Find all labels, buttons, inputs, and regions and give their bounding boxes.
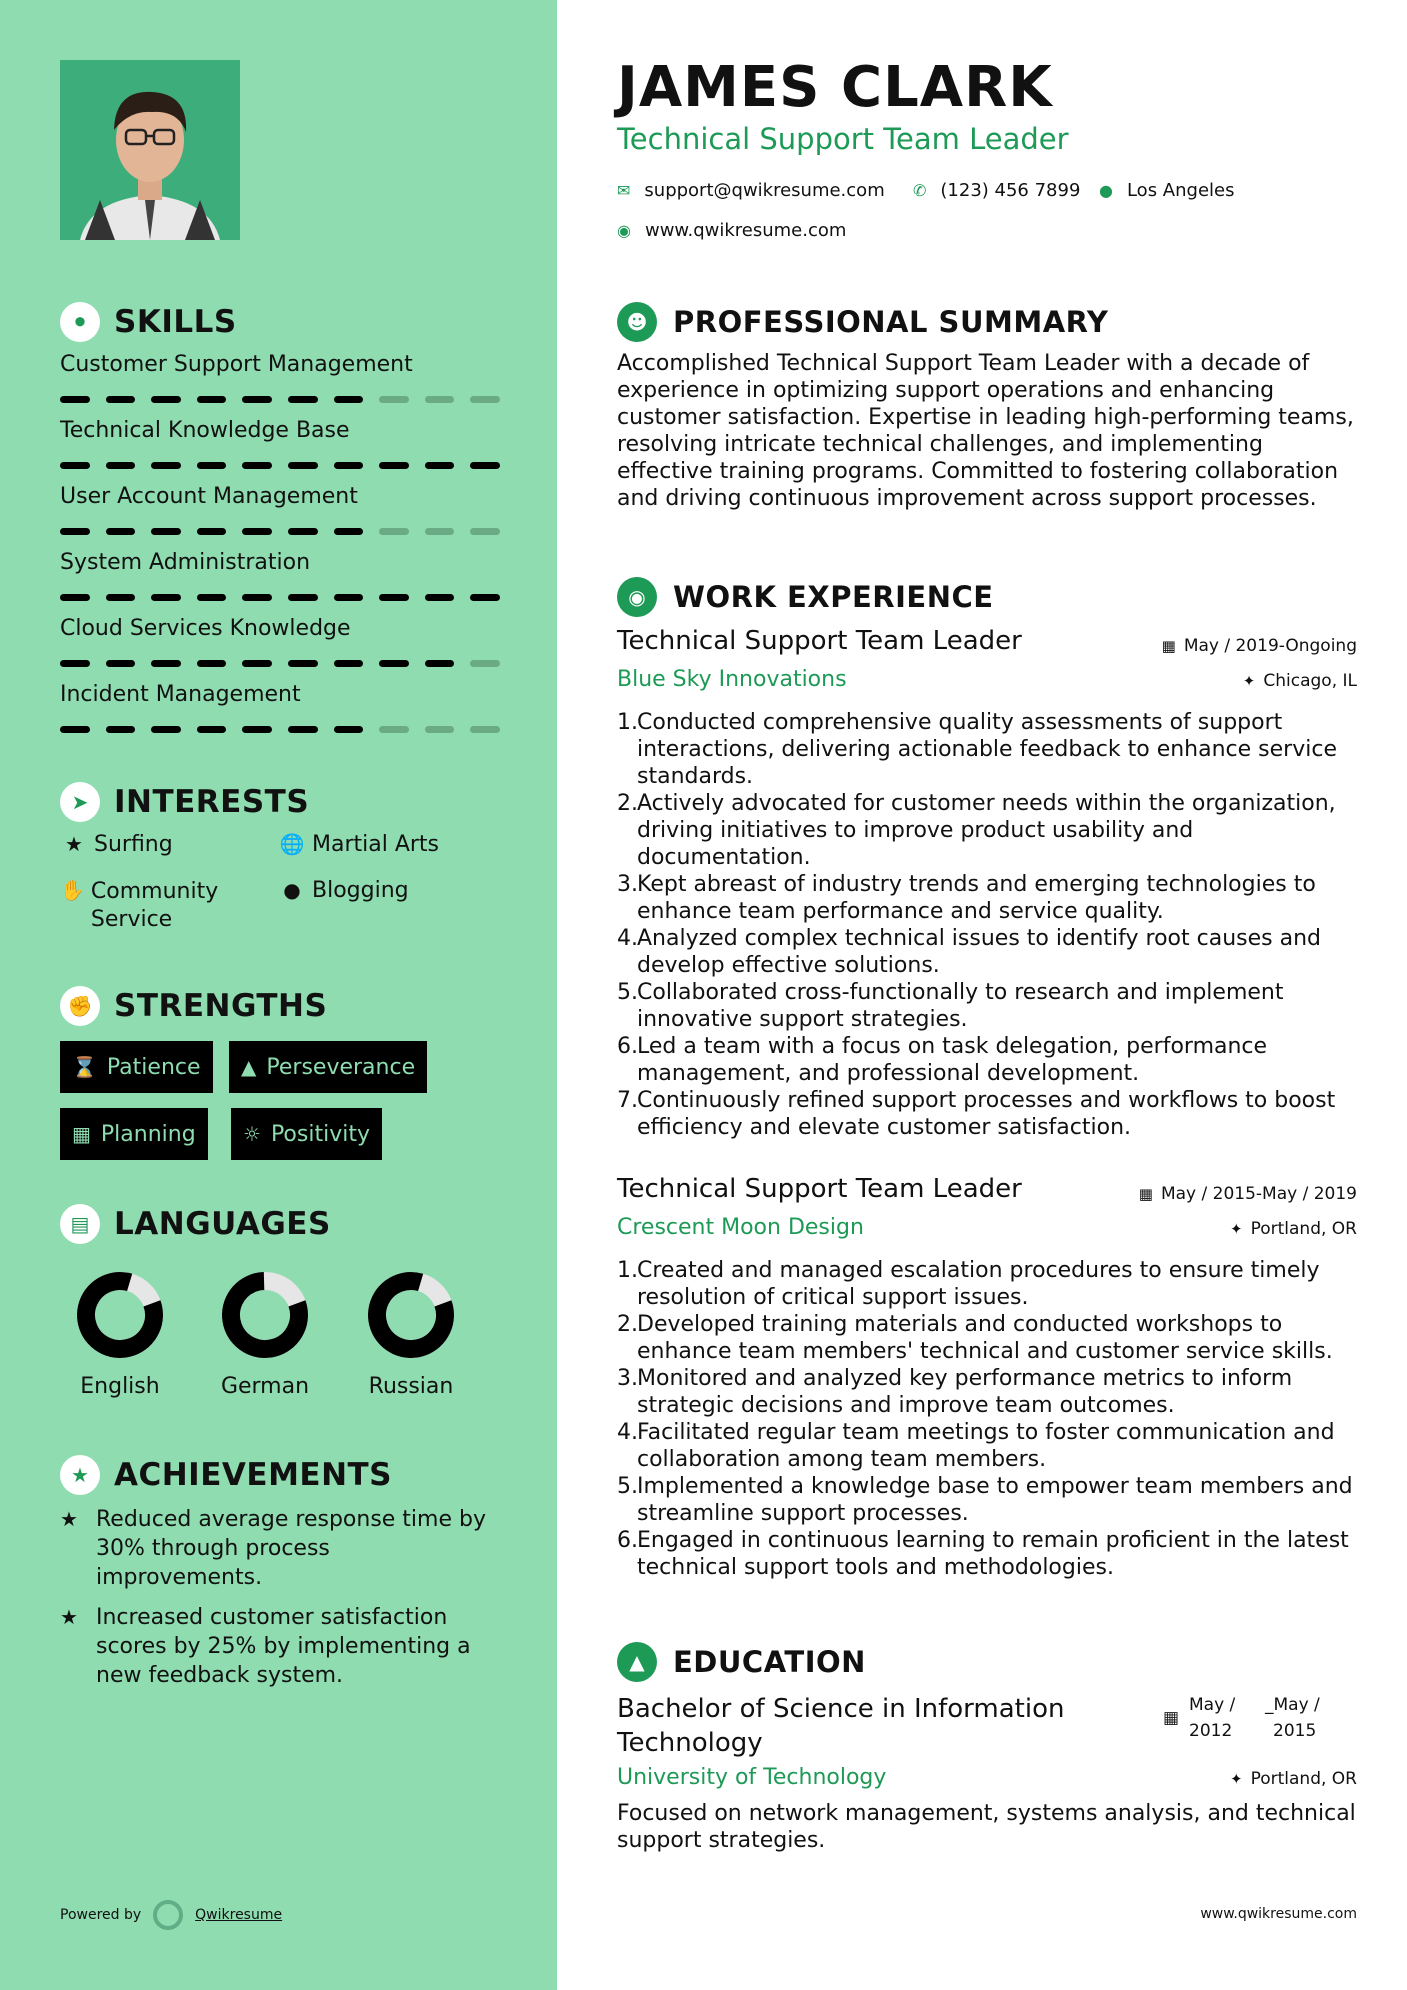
skill-level-segment bbox=[197, 396, 227, 403]
education-end bbox=[1265, 1692, 1320, 1744]
skill-level-segment bbox=[242, 660, 272, 667]
skill-level-bar bbox=[60, 396, 500, 404]
interest-item bbox=[60, 832, 173, 857]
language-item bbox=[205, 1270, 325, 1399]
skill-level-segment bbox=[242, 528, 272, 535]
contact-email[interactable] bbox=[617, 180, 885, 201]
skill-level-segment bbox=[470, 528, 500, 535]
pushpin-icon: ✦ bbox=[1230, 1770, 1243, 1788]
strength-tag bbox=[60, 1041, 213, 1093]
person-portrait-icon bbox=[60, 60, 240, 240]
duty-item: Monitored and analyzed key performance metrics to inform strategic decisions and improve team outcomes. bbox=[637, 1366, 1293, 1418]
skill-level-bar bbox=[60, 660, 500, 668]
sidebar bbox=[0, 0, 557, 1990]
candidate-name: JAMES CLARK bbox=[617, 55, 1053, 120]
paper-plane-icon: ➤ bbox=[60, 782, 100, 822]
edu-end-year: 2015 bbox=[1273, 1721, 1317, 1741]
phone-text: (123) 456 7899 bbox=[940, 180, 1081, 201]
briefcase-icon: ◉ bbox=[617, 577, 657, 617]
strengths-title: STRENGTHS bbox=[114, 988, 328, 1024]
skill-level-segment bbox=[334, 462, 364, 469]
experience-heading bbox=[617, 577, 994, 617]
skill-level-segment bbox=[151, 660, 181, 667]
handshake-icon: ✋ bbox=[60, 878, 85, 902]
job-dates-text: May / 2015-May / 2019 bbox=[1160, 1184, 1357, 1204]
strength-tag bbox=[60, 1108, 208, 1160]
skill-level-segment bbox=[60, 594, 90, 601]
user-icon: ☻ bbox=[617, 302, 657, 342]
skill-level-segment bbox=[425, 594, 455, 601]
skill-level-segment bbox=[379, 594, 409, 601]
skill-level-segment bbox=[151, 726, 181, 733]
pushpin-icon: ✦ bbox=[1230, 1220, 1243, 1238]
skill-level-segment bbox=[197, 594, 227, 601]
skill-level-segment bbox=[151, 528, 181, 535]
skill-level-segment bbox=[379, 528, 409, 535]
skill-level-segment bbox=[425, 660, 455, 667]
skill-level-segment bbox=[334, 396, 364, 403]
donut-fill bbox=[367, 1271, 454, 1358]
road-icon: ▲ bbox=[241, 1055, 257, 1079]
skill-level-segment bbox=[197, 726, 227, 733]
language-item bbox=[60, 1270, 180, 1399]
fist-icon: ✊ bbox=[60, 986, 100, 1026]
email-text: support@qwikresume.com bbox=[644, 180, 885, 201]
skill-level-segment bbox=[197, 660, 227, 667]
contact-website[interactable] bbox=[617, 220, 846, 241]
skill-level-segment bbox=[106, 726, 136, 733]
skill-level-segment bbox=[425, 726, 455, 733]
duty-item: Developed training materials and conducted workshops to enhance team members' technical and customer service skills. bbox=[637, 1312, 1333, 1364]
skill-level-segment bbox=[242, 594, 272, 601]
education-title: EDUCATION bbox=[673, 1645, 866, 1679]
powered-by-label: Powered by bbox=[60, 1907, 142, 1923]
achievement-item bbox=[60, 1505, 500, 1592]
achievements-title: ACHIEVEMENTS bbox=[114, 1457, 393, 1493]
users-icon: ● bbox=[283, 878, 301, 902]
summary-title: PROFESSIONAL SUMMARY bbox=[673, 305, 1109, 339]
skill-level-bar bbox=[60, 462, 500, 470]
interest-item bbox=[60, 878, 240, 934]
job-location-text: Chicago, IL bbox=[1263, 671, 1357, 691]
job-duties bbox=[617, 1257, 1357, 1581]
education-location-text: Portland, OR bbox=[1250, 1769, 1357, 1789]
star-badge-icon: ★ bbox=[60, 1455, 100, 1495]
hourglass-icon: ⌛ bbox=[72, 1055, 97, 1079]
skill-level-segment bbox=[106, 396, 136, 403]
skill-level-segment bbox=[60, 528, 90, 535]
skill-name: User Account Management bbox=[60, 484, 358, 509]
skill-item bbox=[60, 680, 500, 734]
envelope-icon: ✉ bbox=[617, 181, 631, 200]
skill-level-segment bbox=[288, 660, 318, 667]
strength-label: Positivity bbox=[270, 1121, 370, 1147]
star-icon: ★ bbox=[65, 832, 83, 856]
skill-item bbox=[60, 416, 500, 470]
job-company: Blue Sky Innovations bbox=[617, 667, 847, 692]
skill-level-segment bbox=[288, 462, 318, 469]
experience-title: WORK EXPERIENCE bbox=[673, 580, 994, 614]
skill-level-segment bbox=[379, 462, 409, 469]
profile-photo bbox=[60, 60, 240, 240]
duty-item: Engaged in continuous learning to remain proficient in the latest technical support tools and methodologies. bbox=[637, 1528, 1349, 1580]
skill-level-segment bbox=[288, 396, 318, 403]
skill-level-segment bbox=[425, 528, 455, 535]
map-pin-icon: ● bbox=[1099, 181, 1113, 200]
duty-item: Implemented a knowledge base to empower team members and streamline support processes. bbox=[637, 1474, 1353, 1526]
language-level-donut bbox=[75, 1270, 165, 1360]
strength-tag bbox=[229, 1041, 427, 1093]
skill-item bbox=[60, 350, 500, 404]
footer-url[interactable]: www.qwikresume.com bbox=[1200, 1906, 1357, 1922]
main-content bbox=[557, 0, 1407, 1990]
skill-name: Customer Support Management bbox=[60, 352, 413, 377]
interest-item bbox=[278, 832, 439, 857]
skill-level-segment bbox=[151, 396, 181, 403]
education-location bbox=[1230, 1769, 1357, 1789]
duty-item: Created and managed escalation procedures to ensure timely resolution of critical support issues. bbox=[637, 1258, 1320, 1310]
donut-fill bbox=[76, 1271, 163, 1358]
skill-level-bar bbox=[60, 594, 500, 602]
achievement-text: Reduced average response time by 30% through process improvements. bbox=[96, 1507, 486, 1590]
qwikresume-link[interactable]: Qwikresume bbox=[195, 1907, 283, 1923]
duty-item: Kept abreast of industry trends and emerging technologies to enhance team performance and service quality. bbox=[637, 872, 1316, 924]
skill-level-segment bbox=[334, 726, 364, 733]
calendar-icon: ▦ bbox=[1138, 1185, 1153, 1203]
skill-level-segment bbox=[60, 396, 90, 403]
globe-icon: ◉ bbox=[617, 221, 631, 240]
skill-level-segment bbox=[151, 594, 181, 601]
achievement-item bbox=[60, 1603, 500, 1690]
skill-name: Cloud Services Knowledge bbox=[60, 616, 351, 641]
strength-label: Perseverance bbox=[266, 1054, 416, 1080]
duty-item: Conducted comprehensive quality assessments of support interactions, delivering actionable feedback to enhance service standards. bbox=[637, 710, 1337, 789]
skill-level-segment bbox=[151, 462, 181, 469]
degree bbox=[617, 1692, 1064, 1760]
skill-level-segment bbox=[288, 726, 318, 733]
achievement-text: Increased customer satisfaction scores by 25% by implementing a new feedback system. bbox=[96, 1605, 471, 1688]
language-icon: ▤ bbox=[60, 1204, 100, 1244]
job-duties bbox=[617, 709, 1357, 1141]
strengths-heading bbox=[60, 986, 327, 1026]
achievements-heading bbox=[60, 1455, 392, 1495]
skill-level-segment bbox=[425, 396, 455, 403]
interest-item bbox=[278, 878, 409, 903]
phone-icon: ✆ bbox=[913, 181, 927, 200]
globe-icon: 🌐 bbox=[279, 832, 305, 856]
duty-item: Led a team with a focus on task delegation, performance management, and professional development. bbox=[637, 1034, 1268, 1086]
interests-heading bbox=[60, 782, 309, 822]
skill-level-bar bbox=[60, 726, 500, 734]
duty-item: Analyzed complex technical issues to identify root causes and develop effective solutions. bbox=[637, 926, 1321, 978]
languages-title: LANGUAGES bbox=[114, 1206, 331, 1242]
skill-level-segment bbox=[242, 396, 272, 403]
lightbulb-icon: ⚫ bbox=[60, 302, 100, 342]
education-start bbox=[1189, 1692, 1235, 1744]
job-company: Crescent Moon Design bbox=[617, 1215, 864, 1240]
job-dates bbox=[1162, 636, 1357, 656]
job-location bbox=[1230, 1219, 1357, 1239]
job-location-text: Portland, OR bbox=[1250, 1219, 1357, 1239]
education-heading bbox=[617, 1642, 866, 1682]
location-text: Los Angeles bbox=[1126, 180, 1235, 201]
skill-level-segment bbox=[60, 462, 90, 469]
job-dates-text: May / 2019-Ongoing bbox=[1183, 636, 1357, 656]
summary-heading bbox=[617, 302, 1108, 342]
skill-level-segment bbox=[197, 462, 227, 469]
skill-name: Technical Knowledge Base bbox=[60, 418, 350, 443]
degree-line: Bachelor of Science in Information bbox=[617, 1694, 1065, 1724]
skill-level-segment bbox=[288, 528, 318, 535]
job-location bbox=[1243, 671, 1357, 691]
languages-heading bbox=[60, 1204, 331, 1244]
job-role: Technical Support Team Leader bbox=[617, 1174, 1022, 1204]
duty-item: Continuously refined support processes and workflows to boost efficiency and elevate customer satisfaction. bbox=[637, 1088, 1336, 1140]
graduate-icon: ▲ bbox=[617, 1642, 657, 1682]
language-level-donut bbox=[220, 1270, 310, 1360]
sun-icon: ☼ bbox=[243, 1122, 261, 1146]
education-description: Focused on network management, systems analysis, and technical support strategies. bbox=[617, 1801, 1356, 1853]
shooting-star-icon: ★ bbox=[60, 1507, 78, 1531]
language-name: Russian bbox=[368, 1374, 454, 1399]
skill-level-segment bbox=[470, 396, 500, 403]
powered-by bbox=[60, 1900, 282, 1930]
edu-start-month: May / bbox=[1189, 1695, 1236, 1715]
skill-level-segment bbox=[60, 660, 90, 667]
language-name: German bbox=[220, 1374, 310, 1399]
contact-phone[interactable] bbox=[913, 180, 1080, 201]
language-level-donut bbox=[366, 1270, 456, 1360]
interest-label: Community Service bbox=[90, 879, 219, 932]
calendar-icon: ▦ bbox=[72, 1122, 91, 1146]
interests-title: INTERESTS bbox=[114, 784, 310, 820]
duty-item: Facilitated regular team meetings to foster communication and collaboration among team members. bbox=[637, 1420, 1335, 1472]
skill-level-segment bbox=[106, 660, 136, 667]
duty-item: Collaborated cross-functionally to research and implement innovative support strategies. bbox=[637, 980, 1284, 1032]
skill-level-segment bbox=[106, 594, 136, 601]
skill-level-segment bbox=[334, 660, 364, 667]
skill-level-segment bbox=[379, 396, 409, 403]
skill-level-segment bbox=[288, 594, 318, 601]
skill-level-segment bbox=[379, 660, 409, 667]
interest-label: Blogging bbox=[312, 878, 409, 903]
website-text: www.qwikresume.com bbox=[644, 220, 847, 241]
degree-line: Technology bbox=[617, 1728, 763, 1758]
strength-label: Patience bbox=[106, 1054, 201, 1080]
skill-level-bar bbox=[60, 528, 500, 536]
strength-label: Planning bbox=[100, 1121, 196, 1147]
skill-level-segment bbox=[425, 462, 455, 469]
job-dates bbox=[1139, 1184, 1357, 1204]
qwikresume-logo-icon bbox=[153, 1900, 183, 1930]
language-item bbox=[351, 1270, 471, 1399]
skill-name: Incident Management bbox=[60, 682, 301, 707]
skill-level-segment bbox=[334, 528, 364, 535]
candidate-title: Technical Support Team Leader bbox=[617, 122, 1069, 156]
job-role: Technical Support Team Leader bbox=[617, 626, 1022, 656]
skill-level-segment bbox=[470, 594, 500, 601]
pushpin-icon: ✦ bbox=[1242, 672, 1256, 690]
skills-heading bbox=[60, 302, 237, 342]
interest-label: Surfing bbox=[94, 832, 173, 857]
skill-item bbox=[60, 614, 500, 668]
skill-level-segment bbox=[334, 594, 364, 601]
contact-location bbox=[1099, 180, 1234, 201]
duty-item: Actively advocated for customer needs within the organization, driving initiatives to improve product usability and documentation. bbox=[637, 791, 1336, 870]
language-name: English bbox=[80, 1374, 160, 1399]
skill-level-segment bbox=[242, 726, 272, 733]
skills-title: SKILLS bbox=[114, 304, 237, 340]
skill-level-segment bbox=[470, 726, 500, 733]
skill-item bbox=[60, 482, 500, 536]
skill-level-segment bbox=[470, 660, 500, 667]
skill-level-segment bbox=[197, 528, 227, 535]
skill-level-segment bbox=[106, 462, 136, 469]
calendar-icon: ▦ bbox=[1163, 1708, 1180, 1728]
summary-text: Accomplished Technical Support Team Leader with a decade of experience in optimizing support operations and enhancing customer satisfaction. Expertise in leading high-performing teams, resolving intricate technical challenges, and implementing effective training programs. Committed to fostering collaboration and driving continuous improvement across support processes. bbox=[617, 351, 1354, 511]
school-name: University of Technology bbox=[617, 1765, 887, 1790]
interest-label: Martial Arts bbox=[312, 832, 440, 857]
skill-level-segment bbox=[242, 462, 272, 469]
edu-start-year: 2012 bbox=[1189, 1721, 1233, 1741]
calendar-icon: ▦ bbox=[1161, 637, 1176, 655]
edu-end-month: _May / bbox=[1265, 1695, 1320, 1715]
skill-level-segment bbox=[60, 726, 90, 733]
skill-item bbox=[60, 548, 500, 602]
strength-tag bbox=[231, 1108, 382, 1160]
skill-name: System Administration bbox=[60, 550, 311, 575]
skill-level-segment bbox=[379, 726, 409, 733]
skill-level-segment bbox=[106, 528, 136, 535]
shooting-star-icon: ★ bbox=[60, 1605, 78, 1629]
skill-level-segment bbox=[470, 462, 500, 469]
